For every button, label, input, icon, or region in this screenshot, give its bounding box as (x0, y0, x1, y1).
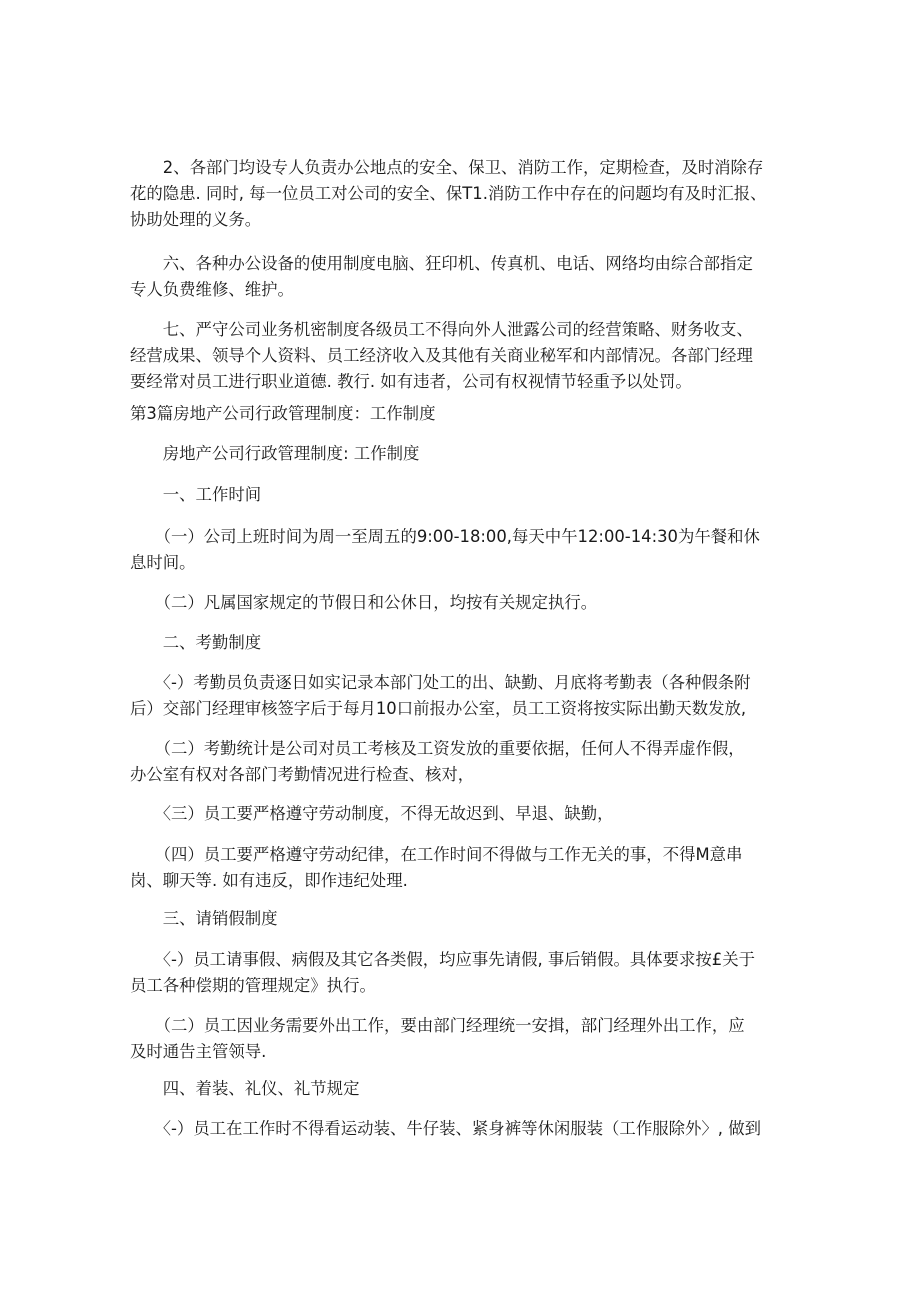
text-line: 后）交部门经理审核签字后于每月10口前报办公室，员工工资将按实际出勤天数发放, (130, 699, 747, 718)
text-line: 岗、聊天等. 如有违反，即作违纪处理. (130, 871, 408, 890)
paragraph-attendance-1 (130, 670, 790, 722)
text-line: （四）员工要严格遵守劳动纪律，在工作时间不得做与工作无关的事，不得M意串 (130, 845, 743, 864)
text-line: 要经常对员工进行职业道德. 教行. 如有违者，公司有权视情节轻重予以处罚。 (130, 372, 692, 391)
paragraph-work-hours-2 (130, 590, 790, 616)
text-line: 〈-）考勤员负责逐日如实记录本部门处工的出、缺勤、月底将考勤表（各种假条附 (130, 673, 751, 692)
heading-dress-code (130, 1076, 790, 1102)
paragraph-dress-code-1 (130, 1116, 790, 1142)
paragraph-safety-duty (130, 155, 790, 233)
text-line: 办公室有权对各部门考勤情况进行检查、核对， (130, 765, 475, 784)
heading-attendance (130, 630, 790, 656)
section-title: 第3篇房地产公司行政管理制度：工作制度 (130, 404, 436, 423)
text-line: 一、工作时间 (130, 485, 262, 504)
text-line: 二、考勤制度 (130, 633, 262, 652)
text-line: 经营成果、领导个人资料、员工经济收入及其他有关商业秘军和内部情况。各部门经理 (130, 346, 753, 365)
paragraph-office-equipment (130, 251, 790, 303)
text-line: （二）员工因业务需要外出工作，要由部门经理统一安揖，部门经理外出工作，应 (130, 1016, 745, 1035)
paragraph-confidentiality (130, 317, 790, 395)
text-line: 息时间。 (130, 553, 196, 572)
document-title (130, 441, 790, 467)
text-line: 六、各种办公设备的使用制度电脑、狂印机、传真机、电话、网络均由综合部指定 (130, 254, 753, 273)
heading-leave (130, 906, 790, 932)
text-line: 员工各种偿期的管理规定》执行。 (130, 976, 376, 995)
heading-work-hours (130, 482, 790, 508)
text-line: 〈-）员工在工作时不得看运动装、牛仔装、紧身裤等休闲服装（工作服除外〉, 做到 (130, 1119, 761, 1138)
section-heading (130, 401, 790, 427)
paragraph-leave-1 (130, 947, 790, 999)
text-line: 七、严守公司业务机密制度各级员工不得向外人泄露公司的经营策略、财务收支、 (130, 320, 753, 339)
paragraph-work-hours-1 (130, 524, 790, 576)
text-line: （二）考勤统计是公司对员工考核及工资发放的重要依据，任何人不得弄虚作假， (130, 739, 745, 758)
paragraph-attendance-3 (130, 801, 790, 827)
text-line: 〈三）员工要严格遵守劳动制度，不得无故迟到、早退、缺勤， (130, 804, 614, 823)
text-line: 及时通告主管领导. (130, 1042, 267, 1061)
text-line: （一）公司上班时间为周一至周五的9:00-18:00,每天中午12:00-14:30为午餐和休 (130, 527, 760, 546)
text-line: 〈-）员工请事假、病假及其它各类假，均应事先请假, 事后销假。具体要求按£关于 (130, 950, 756, 969)
text-line: 房地产公司行政管理制度: 工作制度 (130, 444, 420, 463)
text-line: 四、着装、礼仪、礼节规定 (130, 1079, 360, 1098)
paragraph-attendance-2 (130, 736, 790, 788)
text-line: 协助处理的义务。 (130, 210, 262, 229)
text-line: 2、各部门均设专人负责办公地点的安全、保卫、消防工作，定期检查，及时消除存 (130, 158, 764, 177)
text-line: 专人负费维修、维护。 (130, 280, 294, 299)
text-line: （二）凡属国家规定的节假日和公休日，均按有关规定执行。 (130, 593, 598, 612)
text-line: 花的隐患. 同时, 每一位员工对公司的安全、保T1.消防工作中存在的问题均有及时汇报、 (130, 184, 767, 203)
paragraph-attendance-4 (130, 842, 790, 894)
text-line: 三、请销假制度 (130, 909, 278, 928)
paragraph-leave-2 (130, 1013, 790, 1065)
